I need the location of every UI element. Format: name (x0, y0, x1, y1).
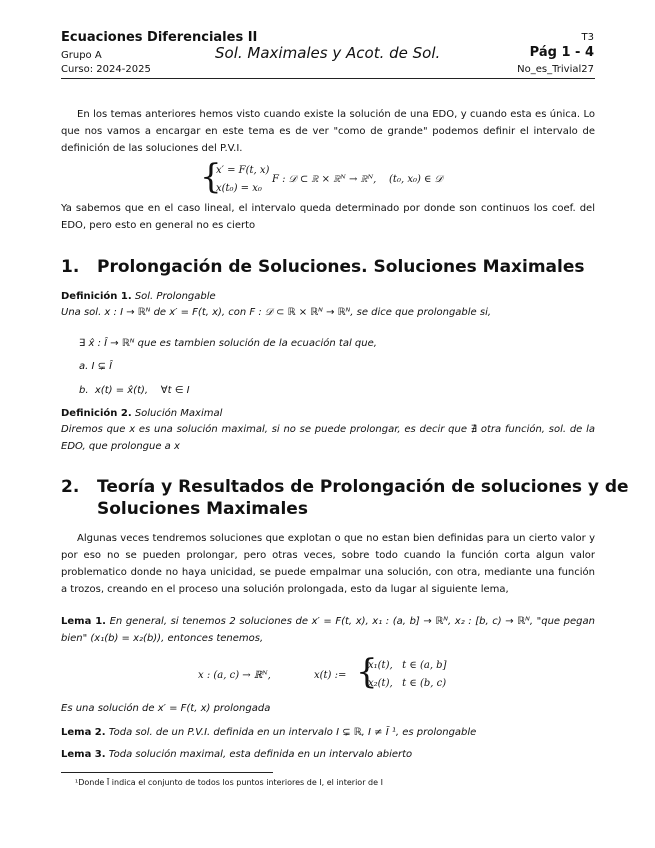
pvi-equation: x′ = F(t, x) (216, 165, 270, 176)
section-number: 1. (61, 257, 80, 277)
section-2-paragraph: Algunas veces tendremos soluciones que explotan o que no estan bien definidas para un cierto valor y por eso no se pueden prolongar, pero otras veces, sobre todo cuando la función corta algun valor problematico donde no haya unicidad, se puede empalmar una solución, con otra, mediante una función a trozos, creando en el proceso una solución prolongada, esto da lugar al siguiente lema, (61, 533, 595, 595)
definition-1 (61, 288, 595, 305)
author-name: No_es_Trivial27 (517, 64, 594, 75)
pvi-brace: { (200, 157, 222, 197)
definition-1-item-a: a. I ⊊ Î (79, 361, 113, 372)
lemma-1-conclusion: Es una solución de x′ = F(t, x) prolongada (61, 703, 271, 714)
lemma-text: En general, si tenemos 2 soluciones de x′ = F(t, x), x₁ : (a, b] → ℝᴺ, x₂ : [b, c) → ℝᴺ, "que pegan bien" (x₁(b) = x₂(b)), entonces tenemos, (61, 616, 595, 644)
lemma-3 (61, 746, 595, 763)
piecewise-brace: { (356, 652, 378, 692)
lemma-label: Lema 2. (61, 727, 106, 738)
pvi-initial-condition: x(t₀) = x₀ (216, 183, 262, 194)
lemma-label: Lema 1. (61, 616, 106, 627)
definition-2-text: Diremos que x es una solución maximal, si no se puede prolongar, es decir que ∄ otra función, sol. de la EDO, que prolongue a x (61, 424, 595, 452)
piecewise-case-1: x₁(t), t ∈ (a, b] (368, 660, 447, 671)
pvi-domain: F : 𝒟 ⊂ ℝ × ℝᴺ → ℝᴺ, (t₀, x₀) ∈ 𝒟 (272, 174, 443, 185)
intro-linear-note: Ya sabemos que en el caso lineal, el intervalo queda determinado por donde son continuos los coef. del EDO, pero esto en general no es cierto (61, 203, 595, 231)
definition-1-item-b: b. x(t) = x̂(t), ∀t ∈ I (79, 385, 190, 396)
lemma-text: Toda solución maximal, esta definida en un intervalo abierto (108, 749, 413, 760)
definition-label: Definición 1. (61, 291, 132, 302)
definition-name: Sol. Prolongable (134, 291, 216, 302)
section-title: Prolongación de Soluciones. Soluciones Maximales (97, 257, 585, 277)
topic-title: Sol. Maximales y Acot. de Sol. (215, 44, 441, 62)
course-year: Curso: 2024-2025 (61, 64, 151, 75)
footnote-divider (61, 772, 273, 773)
lemma-1-piecewise (198, 652, 498, 696)
header-divider (61, 78, 595, 79)
definition-name: Solución Maximal (134, 408, 223, 419)
footnote: ¹Donde Ī indica el conjunto de todos los puntos interiores de I, el interior de I (75, 778, 383, 787)
definition-1-condition: ∃ x̂ : Î → ℝᴺ que es tambien solución de la ecuación tal que, (79, 338, 377, 349)
lemma-2 (61, 724, 595, 741)
section-heading (61, 256, 585, 278)
page-number: Pág 1 - 4 (529, 45, 594, 60)
course-title: Ecuaciones Diferenciales II (61, 30, 258, 45)
group-label: Grupo A (61, 50, 102, 61)
lemma-label: Lema 3. (61, 749, 106, 760)
section-title-continued: Soluciones Maximales (97, 499, 308, 519)
lemma-1 (61, 613, 595, 647)
section-title: Teoría y Resultados de Prolongación de soluciones y de (97, 477, 629, 497)
definition-2 (61, 405, 595, 422)
piecewise-case-2: x₂(t), t ∈ (b, c) (368, 678, 447, 689)
section-heading (61, 476, 629, 498)
lemma-1-map: x : (a, c) → ℝᴺ, (198, 670, 271, 681)
intro-paragraph: En los temas anteriores hemos visto cuando existe la solución de una EDO, y cuando esta es única. Lo que nos vamos a encargar en este tema es de ver "como de grande" podemos definir el intervalo de definición de las soluciones del P.V.I. (61, 109, 595, 154)
topic-tag: T3 (581, 32, 594, 43)
section-number: 2. (61, 477, 80, 497)
definition-label: Definición 2. (61, 408, 132, 419)
pvi-system (200, 157, 580, 203)
lemma-1-definition: x(t) := (314, 670, 347, 681)
definition-1-text: Una sol. x : I → ℝᴺ de x′ = F(t, x), con F : 𝒟 ⊂ ℝ × ℝᴺ → ℝᴺ, se dice que prolongable si, (61, 307, 492, 318)
lemma-text: Toda sol. de un P.V.I. definida en un intervalo I ⊊ ℝ, I ≠ Ī ¹, es prolongable (108, 727, 477, 738)
